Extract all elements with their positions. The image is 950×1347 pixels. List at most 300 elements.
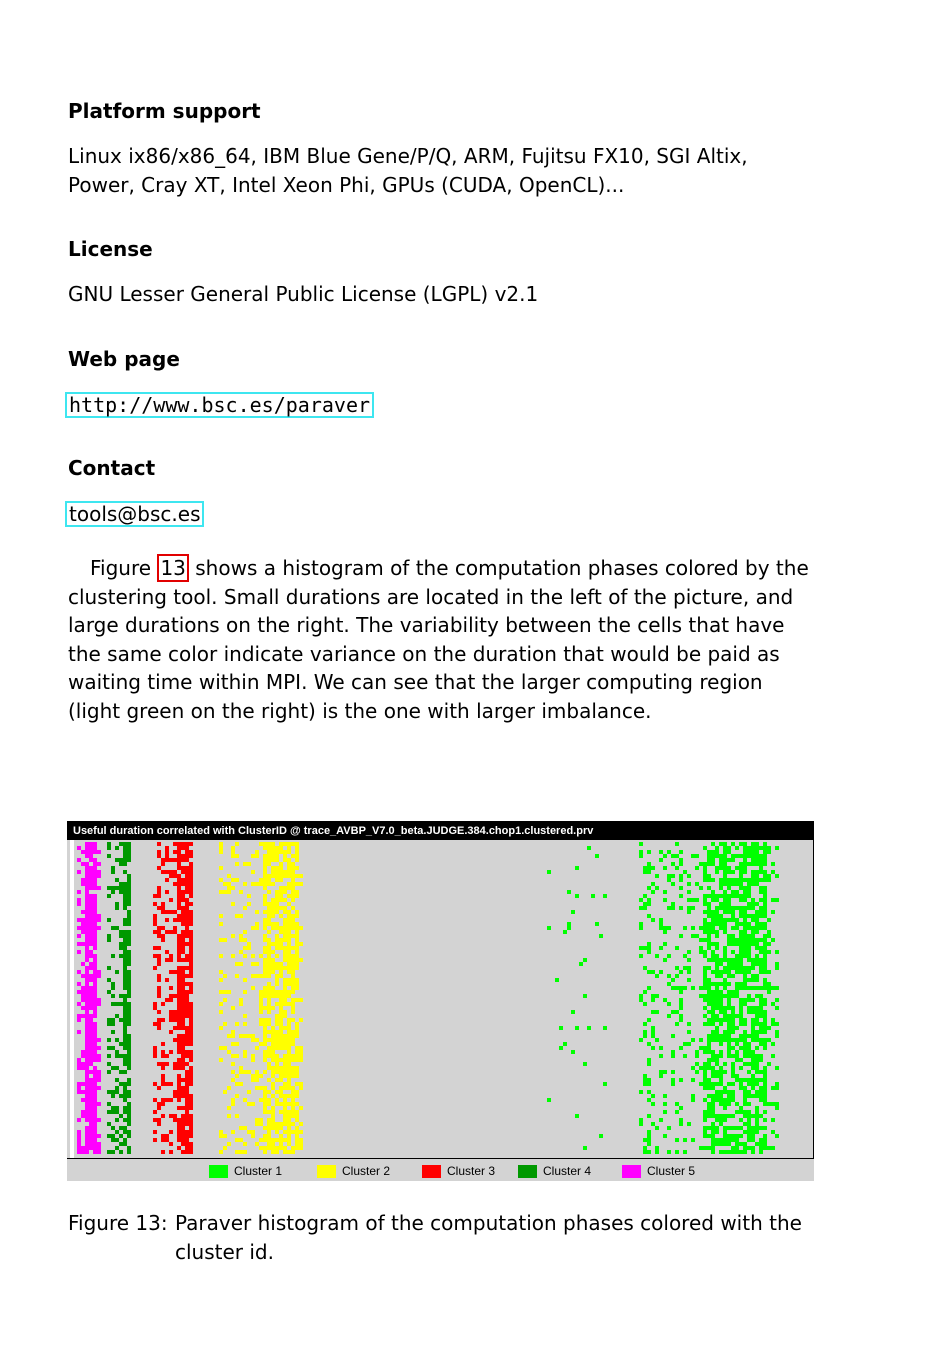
histogram-cell (271, 1082, 275, 1086)
histogram-cell (231, 954, 235, 958)
figure-ref-prefix: Figure (90, 556, 152, 580)
histogram-cell (295, 1074, 299, 1078)
histogram-cell (291, 1146, 295, 1150)
histogram-cell (127, 1050, 131, 1054)
histogram-cell (751, 1086, 755, 1090)
histogram-cell (271, 1038, 275, 1042)
histogram-cell (719, 1002, 723, 1006)
histogram-cell (291, 1058, 295, 1062)
histogram-cell (295, 966, 299, 970)
histogram-cell (275, 1038, 279, 1042)
histogram-cell (235, 1094, 239, 1098)
histogram-cell (695, 882, 699, 886)
histogram-cell (707, 946, 711, 950)
histogram-cell (283, 910, 287, 914)
histogram-cell (719, 970, 723, 974)
histogram-cell (85, 1134, 89, 1138)
histogram-cell (663, 854, 667, 858)
histogram-cell (119, 842, 123, 846)
histogram-cell (185, 878, 189, 882)
histogram-cell (671, 1070, 675, 1074)
histogram-cell (275, 1130, 279, 1134)
histogram-cell (169, 1142, 173, 1146)
histogram-cell (283, 934, 287, 938)
histogram-cell (751, 938, 755, 942)
histogram-cell (751, 1022, 755, 1026)
histogram-cell (295, 1054, 299, 1058)
histogram-cell (291, 1066, 295, 1070)
histogram-cell (161, 1054, 165, 1058)
histogram-cell (699, 986, 703, 990)
histogram-cell (719, 1006, 723, 1010)
histogram-cell (711, 1038, 715, 1042)
histogram-cell (291, 1002, 295, 1006)
histogram-cell (283, 1122, 287, 1126)
histogram-cell (89, 1078, 93, 1082)
histogram-cell (181, 1014, 185, 1018)
histogram-cell (643, 1034, 647, 1038)
histogram-cell (755, 902, 759, 906)
histogram-cell (185, 882, 189, 886)
histogram-cell (683, 954, 687, 958)
histogram-cell (639, 922, 643, 926)
histogram-cell (177, 1098, 181, 1102)
histogram-cell (169, 1030, 173, 1034)
histogram-cell (239, 1034, 243, 1038)
histogram-cell (743, 1054, 747, 1058)
histogram-cell (177, 946, 181, 950)
histogram-cell (703, 870, 707, 874)
histogram-cell (169, 870, 173, 874)
histogram-cell (747, 946, 751, 950)
histogram-cell (153, 930, 157, 934)
histogram-cell (93, 1102, 97, 1106)
histogram-cell (219, 1010, 223, 1014)
histogram-cell (259, 994, 263, 998)
histogram-cell (267, 850, 271, 854)
histogram-cell (161, 926, 165, 930)
histogram-cell (161, 1066, 165, 1070)
histogram-cell (751, 1082, 755, 1086)
histogram-cell (275, 1090, 279, 1094)
histogram-cell (275, 1078, 279, 1082)
histogram-cell (735, 1014, 739, 1018)
histogram-cell (279, 1046, 283, 1050)
histogram-cell (723, 902, 727, 906)
histogram-cell (711, 1098, 715, 1102)
histogram-cell (185, 1090, 189, 1094)
histogram-cell (169, 898, 173, 902)
histogram-cell (279, 846, 283, 850)
histogram-cell (743, 866, 747, 870)
histogram-cell (283, 1130, 287, 1134)
histogram-cell (739, 1010, 743, 1014)
histogram-cell (275, 934, 279, 938)
histogram-cell (173, 874, 177, 878)
histogram-cell (291, 1122, 295, 1126)
histogram-cell (655, 874, 659, 878)
histogram-cell (291, 986, 295, 990)
histogram-cell (295, 882, 299, 886)
histogram-cell (85, 998, 89, 1002)
histogram-cell (165, 998, 169, 1002)
histogram-cell (185, 1026, 189, 1030)
histogram-cell (219, 1026, 223, 1030)
histogram-cell (751, 1138, 755, 1142)
histogram-cell (89, 938, 93, 942)
histogram-cell (283, 1102, 287, 1106)
histogram-cell (177, 862, 181, 866)
histogram-cell (651, 1030, 655, 1034)
histogram-cell (181, 938, 185, 942)
histogram-cell (735, 1042, 739, 1046)
histogram-cell (743, 878, 747, 882)
histogram-cell (81, 850, 85, 854)
histogram-cell (243, 862, 247, 866)
histogram-cell (185, 1114, 189, 1118)
histogram-cell (93, 954, 97, 958)
histogram-cell (181, 1066, 185, 1070)
histogram-cell (287, 1138, 291, 1142)
histogram-cell (123, 1018, 127, 1022)
histogram-cell (271, 958, 275, 962)
histogram-cell (123, 894, 127, 898)
histogram-cell (287, 1110, 291, 1114)
histogram-cell (751, 1114, 755, 1118)
histogram-cell (295, 1118, 299, 1122)
histogram-cell (711, 1134, 715, 1138)
histogram-cell (763, 898, 767, 902)
histogram-cell (295, 1102, 299, 1106)
histogram-cell (153, 1006, 157, 1010)
histogram-cell (299, 1106, 303, 1110)
histogram-cell (263, 882, 267, 886)
histogram-cell (739, 942, 743, 946)
histogram-cell (127, 846, 131, 850)
histogram-cell (711, 930, 715, 934)
histogram-cell (181, 978, 185, 982)
histogram-plot-area (67, 840, 814, 1158)
histogram-cell (727, 886, 731, 890)
histogram-cell (723, 1086, 727, 1090)
histogram-cell (275, 926, 279, 930)
histogram-cell (189, 1066, 193, 1070)
histogram-cell (715, 1014, 719, 1018)
histogram-cell (703, 938, 707, 942)
histogram-cell (173, 970, 177, 974)
histogram-cell (107, 854, 111, 858)
histogram-cell (153, 946, 157, 950)
histogram-cell (703, 1134, 707, 1138)
histogram-cell (723, 850, 727, 854)
histogram-cell (165, 1062, 169, 1066)
histogram-cell (81, 922, 85, 926)
histogram-cell (271, 970, 275, 974)
histogram-cell (127, 994, 131, 998)
histogram-cell (85, 1114, 89, 1118)
histogram-cell (111, 1150, 115, 1154)
histogram-cell (231, 1034, 235, 1038)
histogram-cell (291, 882, 295, 886)
histogram-cell (291, 862, 295, 866)
histogram-cell (127, 1014, 131, 1018)
histogram-cell (85, 914, 89, 918)
histogram-cell (223, 1090, 227, 1094)
histogram-cell (271, 986, 275, 990)
histogram-cell (759, 994, 763, 998)
histogram-cell (687, 906, 691, 910)
histogram-cell (647, 850, 651, 854)
histogram-cell (283, 994, 287, 998)
histogram-cell (771, 938, 775, 942)
histogram-cell (279, 1042, 283, 1046)
histogram-cell (89, 1014, 93, 1018)
histogram-cell (259, 1022, 263, 1026)
legend-swatch (317, 1165, 336, 1178)
histogram-cell (679, 906, 683, 910)
histogram-cell (731, 1094, 735, 1098)
histogram-cell (739, 1110, 743, 1114)
histogram-cell (659, 926, 663, 930)
histogram-cell (731, 1054, 735, 1058)
histogram-cell (127, 942, 131, 946)
histogram-cell (763, 954, 767, 958)
histogram-cell (231, 1070, 235, 1074)
histogram-cell (283, 954, 287, 958)
histogram-cell (751, 1066, 755, 1070)
histogram-cell (575, 894, 579, 898)
histogram-cell (89, 874, 93, 878)
histogram-cell (185, 990, 189, 994)
histogram-cell (169, 1150, 173, 1154)
histogram-cell (127, 1066, 131, 1070)
histogram-cell (667, 926, 671, 930)
histogram-cell (85, 1002, 89, 1006)
histogram-cell (189, 890, 193, 894)
histogram-cell (671, 1010, 675, 1014)
histogram-cell (727, 958, 731, 962)
histogram-cell (271, 1110, 275, 1114)
histogram-cell (659, 1074, 663, 1078)
histogram-cell (759, 950, 763, 954)
histogram-cell (85, 1150, 89, 1154)
histogram-cell (291, 966, 295, 970)
histogram-cell (177, 1090, 181, 1094)
histogram-cell (707, 1018, 711, 1022)
histogram-cell (123, 922, 127, 926)
histogram-cell (77, 1066, 81, 1070)
histogram-cell (283, 1082, 287, 1086)
histogram-cell (89, 978, 93, 982)
legend-item (622, 1163, 695, 1179)
histogram-cell (295, 854, 299, 858)
histogram-cell (571, 1050, 575, 1054)
histogram-cell (263, 990, 267, 994)
histogram-cell (723, 1062, 727, 1066)
histogram-cell (239, 1150, 243, 1154)
histogram-cell (715, 1038, 719, 1042)
histogram-cell (243, 1098, 247, 1102)
histogram-cell (89, 930, 93, 934)
histogram-cell (177, 878, 181, 882)
histogram-cell (231, 1098, 235, 1102)
histogram-cell (189, 942, 193, 946)
histogram-cell (279, 886, 283, 890)
histogram-cell (173, 994, 177, 998)
histogram-cell (93, 870, 97, 874)
histogram-cell (263, 1102, 267, 1106)
histogram-cell (579, 962, 583, 966)
histogram-cell (651, 998, 655, 1002)
histogram-cell (123, 1138, 127, 1142)
histogram-cell (639, 954, 643, 958)
histogram-cell (295, 890, 299, 894)
histogram-cell (259, 1074, 263, 1078)
histogram-cell (707, 906, 711, 910)
histogram-cell (77, 1086, 81, 1090)
histogram-cell (107, 1134, 111, 1138)
histogram-cell (743, 922, 747, 926)
histogram-cell (759, 1010, 763, 1014)
histogram-cell (165, 1098, 169, 1102)
histogram-cell (153, 1082, 157, 1086)
histogram-cell (715, 866, 719, 870)
histogram-cell (679, 986, 683, 990)
histogram-cell (93, 946, 97, 950)
histogram-cell (93, 1034, 97, 1038)
histogram-cell (93, 1014, 97, 1018)
histogram-cell (185, 874, 189, 878)
histogram-cell (77, 918, 81, 922)
histogram-cell (695, 1062, 699, 1066)
histogram-cell (157, 990, 161, 994)
histogram-cell (643, 966, 647, 970)
histogram-cell (157, 986, 161, 990)
histogram-cell (271, 898, 275, 902)
histogram-cell (747, 954, 751, 958)
histogram-cell (111, 1110, 115, 1114)
histogram-cell (687, 1030, 691, 1034)
histogram-cell (85, 842, 89, 846)
histogram-cell (185, 974, 189, 978)
histogram-cell (719, 878, 723, 882)
histogram-cell (267, 902, 271, 906)
histogram-cell (667, 1150, 671, 1154)
histogram-cell (189, 962, 193, 966)
histogram-cell (231, 846, 235, 850)
histogram-cell (715, 946, 719, 950)
histogram-cell (85, 906, 89, 910)
histogram-cell (127, 1054, 131, 1058)
histogram-cell (177, 1106, 181, 1110)
histogram-cell (271, 910, 275, 914)
histogram-cell (679, 850, 683, 854)
histogram-cell (275, 890, 279, 894)
histogram-cell (153, 1054, 157, 1058)
histogram-cell (291, 1110, 295, 1114)
histogram-cell (679, 1006, 683, 1010)
histogram-cell (735, 1074, 739, 1078)
histogram-cell (755, 1106, 759, 1110)
histogram-cell (123, 938, 127, 942)
contact-email-link[interactable]: tools@bsc.es (65, 501, 204, 527)
histogram-cell (295, 1110, 299, 1114)
histogram-cell (699, 1146, 703, 1150)
histogram-cell (287, 1070, 291, 1074)
license-text: GNU Lesser General Public License (LGPL) v2.1 (68, 282, 539, 306)
histogram-cell (719, 842, 723, 846)
histogram-cell (251, 1058, 255, 1062)
histogram-cell (763, 1030, 767, 1034)
web-page-link[interactable]: http://www.bsc.es/paraver (65, 392, 374, 418)
histogram-cell (93, 886, 97, 890)
histogram-cell (177, 882, 181, 886)
figure-reference-link[interactable]: 13 (157, 554, 188, 582)
histogram-cell (181, 990, 185, 994)
histogram-cell (747, 978, 751, 982)
histogram-cell (759, 998, 763, 1002)
histogram-cell (123, 934, 127, 938)
histogram-cell (127, 978, 131, 982)
histogram-cell (755, 1078, 759, 1082)
histogram-cell (775, 962, 779, 966)
histogram-cell (291, 1038, 295, 1042)
histogram-cell (169, 998, 173, 1002)
histogram-cell (743, 906, 747, 910)
histogram-cell (123, 954, 127, 958)
histogram-cell (185, 1070, 189, 1074)
histogram-cell (759, 1142, 763, 1146)
histogram-cell (739, 966, 743, 970)
histogram-cell (735, 1134, 739, 1138)
histogram-cell (267, 1050, 271, 1054)
histogram-cell (161, 938, 165, 942)
histogram-cell (703, 1070, 707, 1074)
histogram-cell (97, 1142, 101, 1146)
histogram-cell (93, 850, 97, 854)
histogram-cell (571, 1010, 575, 1014)
histogram-cell (723, 994, 727, 998)
histogram-cell (263, 926, 267, 930)
histogram-cell (715, 1098, 719, 1102)
histogram-cell (81, 1054, 85, 1058)
histogram-cell (771, 1054, 775, 1058)
histogram-cell (295, 1082, 299, 1086)
histogram-cell (735, 1102, 739, 1106)
histogram-cell (291, 1010, 295, 1014)
histogram-cell (219, 954, 223, 958)
histogram-cell (127, 894, 131, 898)
histogram-cell (123, 950, 127, 954)
histogram-cell (177, 1086, 181, 1090)
histogram-cell (181, 1126, 185, 1130)
histogram-cell (181, 966, 185, 970)
histogram-cell (77, 1030, 81, 1034)
histogram-cell (763, 1090, 767, 1094)
histogram-cell (263, 1138, 267, 1142)
histogram-cell (263, 986, 267, 990)
histogram-cell (291, 1102, 295, 1106)
histogram-cell (731, 934, 735, 938)
histogram-cell (643, 1074, 647, 1078)
histogram-cell (89, 1034, 93, 1038)
histogram-cell (177, 966, 181, 970)
platform-support-heading: Platform support (68, 99, 261, 123)
histogram-cell (181, 1026, 185, 1030)
histogram-cell (89, 1046, 93, 1050)
histogram-cell (115, 970, 119, 974)
histogram-cell (89, 1114, 93, 1118)
